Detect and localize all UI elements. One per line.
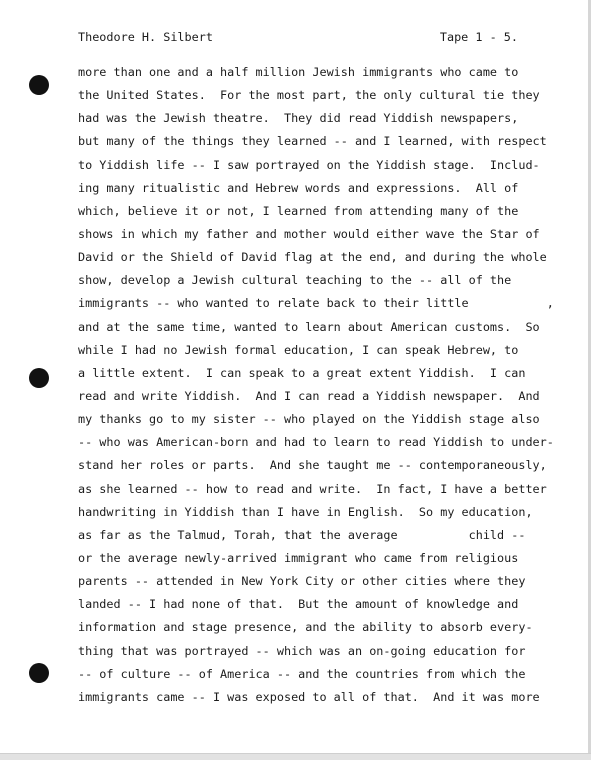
transcript-line: and at the same time, wanted to learn about American customs. So (78, 319, 540, 334)
transcript-line: as she learned -- how to read and write. In fact, I have a better (78, 481, 547, 496)
transcript-line: which, believe it or not, I learned from attending many of the (78, 203, 519, 218)
transcript-line: information and stage presence, and the ability to absorb every- (78, 620, 533, 635)
tape-number: Tape 1 - 5. (439, 30, 518, 44)
transcript-line: immigrants -- who wanted to relate back to their little , (78, 296, 554, 311)
transcript-line: the United States. For the most part, the only cultural tie they (78, 88, 540, 103)
transcript-line: my thanks go to my sister -- who played on the Yiddish stage also (78, 412, 540, 427)
transcript-line: to Yiddish life -- I saw portrayed on the Yiddish stage. Includ- (78, 157, 540, 172)
transcript-line: ing many ritualistic and Hebrew words and expressions. All of (78, 180, 519, 195)
transcript-line: as far as the Talmud, Torah, that the average child -- (78, 527, 526, 542)
transcript-line: thing that was portrayed -- which was an on-going education for (78, 643, 526, 658)
transcript-line: David or the Shield of David flag at the end, and during the whole (78, 250, 547, 265)
transcript-line: a little extent. I can speak to a great extent Yiddish. I can (78, 365, 526, 380)
transcript-line: but many of the things they learned -- and I learned, with respect (78, 134, 547, 149)
transcript-line: had was the Jewish theatre. They did read Yiddish newspapers, (78, 111, 519, 126)
transcript-line: read and write Yiddish. And I can read a Yiddish newspaper. And (78, 388, 540, 403)
transcript-line: -- of culture -- of America -- and the countries from which the (78, 666, 526, 681)
transcript-line: -- who was American-born and had to learn to read Yiddish to under- (78, 435, 554, 450)
transcript-line: parents -- attended in New York City or other cities where they (78, 574, 526, 589)
transcript-line: stand her roles or parts. And she taught me -- contemporaneously, (78, 458, 547, 473)
page-bottom-edge (0, 753, 591, 760)
transcript-line: landed -- I had none of that. But the amount of knowledge and (78, 597, 519, 612)
transcript-line: more than one and a half million Jewish immigrants who came to (78, 65, 519, 79)
punch-hole-middle (29, 368, 49, 388)
transcript-body (78, 61, 554, 709)
transcript-line: while I had no Jewish formal education, I can speak Hebrew, to (78, 342, 519, 357)
page-header (78, 30, 518, 48)
punch-hole-top (29, 75, 49, 95)
transcript-line: immigrants came -- I was exposed to all of that. And it was more (78, 689, 540, 704)
interviewee-name: Theodore H. Silbert (78, 30, 213, 44)
punch-hole-bottom (29, 663, 49, 683)
transcript-line: show, develop a Jewish cultural teaching to the -- all of the (78, 273, 512, 288)
transcript-line: handwriting in Yiddish than I have in English. So my education, (78, 504, 533, 519)
transcript-line: shows in which my father and mother would either wave the Star of (78, 226, 540, 241)
transcript-line: or the average newly-arrived immigrant who came from religious (78, 550, 519, 565)
